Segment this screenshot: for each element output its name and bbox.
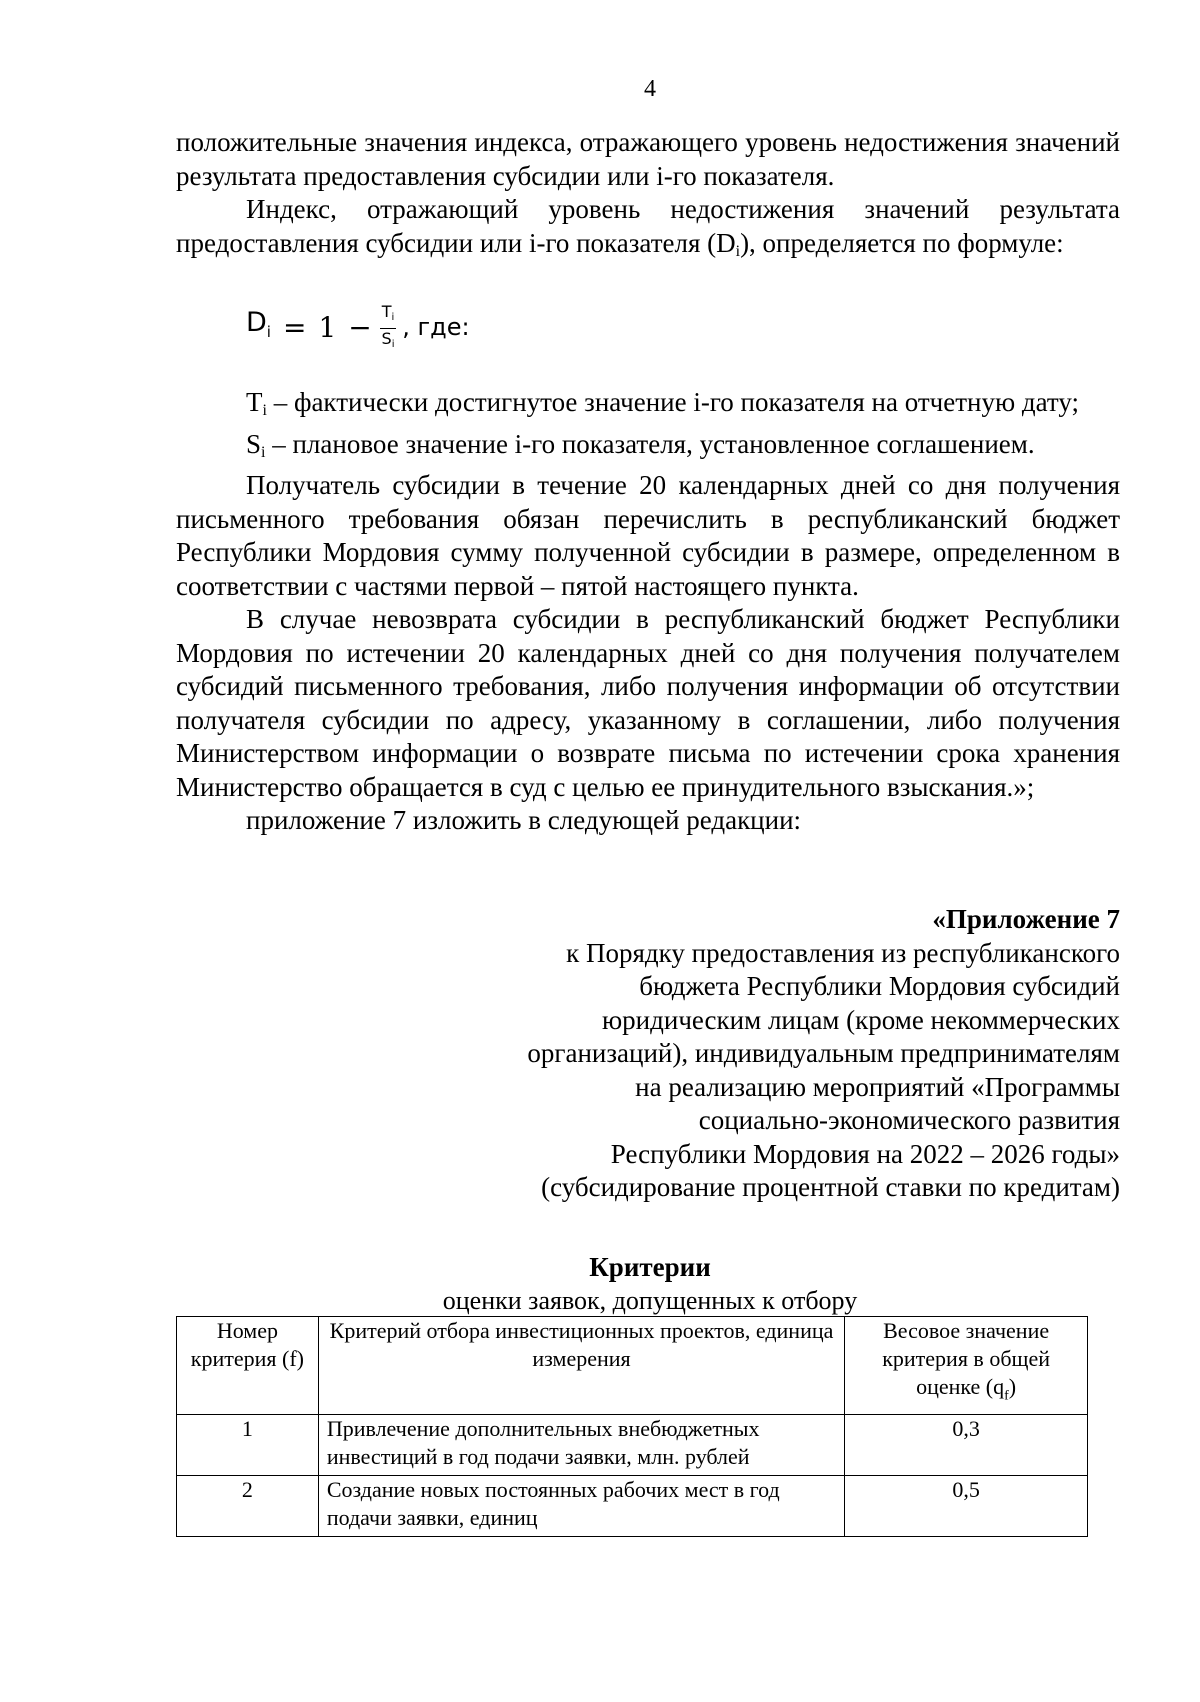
appendix-line: (субсидирование процентной ставки по кредитам) xyxy=(541,1172,1120,1202)
appendix-title: «Приложение 7 xyxy=(932,904,1120,934)
header-weight: Весовое значение критерия в общей оценке $(q_f)$ xyxy=(845,1317,1088,1415)
formula-minus: − xyxy=(348,311,372,345)
appendix-line: Республики Мордовия на 2022 – 2026 годы» xyxy=(610,1138,1120,1169)
formula-fraction xyxy=(380,302,397,355)
definition-t: Ti – фактически достигнутое значение i-го показателя на отчетную дату; xyxy=(246,387,1079,419)
appendix-line: организаций), индивидуальным предпринимателям xyxy=(527,1038,1120,1068)
formula-equals: = xyxy=(282,311,307,345)
appendix-line: к Порядку предоставления из республиканского xyxy=(566,937,1120,968)
table-row xyxy=(177,1415,1088,1476)
header-criterion: Критерий отбора инвестиционных проектов, единица измерения xyxy=(318,1317,844,1415)
formula-lhs: $D_i$ xyxy=(246,307,271,342)
row-number: 1 xyxy=(177,1415,319,1476)
criteria-subtitle: оценки заявок, допущенных к отбору xyxy=(442,1286,858,1315)
paragraph-recipient: Получатель субсидии в течение 20 календарных дней со дня получения письменного требования обязан перечислить в республиканский бюджет Республики Мордовия сумму полученной субсидии в размере, определенном в соответствии с частями первой – пятой настоящего пункта. xyxy=(176,470,1120,601)
index-definition-text: Индекс, отражающий уровень недостижения значений результата предоставления субсидии или i-го показателя (D xyxy=(176,194,1120,258)
table-row xyxy=(177,1476,1088,1537)
formula xyxy=(246,296,1120,360)
header-number: Номер критерия (f) xyxy=(177,1317,319,1415)
appendix-line: на реализацию мероприятий «Программы xyxy=(635,1071,1120,1102)
paragraph-appendix-intro: приложение 7 изложить в следующей редакции: xyxy=(246,805,802,835)
formula-where: , где: xyxy=(402,313,470,342)
definition-s: Si – плановое значение i-го показателя, установленное соглашением. xyxy=(246,428,1035,461)
appendix-header xyxy=(527,903,1120,1205)
criteria-title: Критерии xyxy=(589,1252,711,1282)
criteria-table xyxy=(176,1316,1088,1537)
formula-numerator: $T_i$ xyxy=(380,302,397,329)
document-body xyxy=(176,126,1120,838)
table-header-row xyxy=(177,1317,1088,1415)
paragraph-continuation: положительные значения индекса, отражающего уровень недостижения значений результата предоставления субсидии или i-го показателя. xyxy=(176,127,1120,191)
row-criterion: Привлечение дополнительных внебюджетных инвестиций в год подачи заявки, млн. рублей xyxy=(318,1415,844,1476)
paragraph-index-definition xyxy=(176,193,1120,268)
row-weight: 0,3 xyxy=(845,1415,1088,1476)
appendix-line: бюджета Республики Мордовия субсидий xyxy=(639,971,1120,1001)
appendix-line: юридическим лицам (кроме некоммерческих xyxy=(602,1004,1120,1035)
appendix-line: социально-экономического развития xyxy=(698,1105,1120,1135)
row-number: 2 xyxy=(177,1476,319,1537)
index-definition-subscript: i xyxy=(735,242,741,260)
formula-denominator: $S_i$ xyxy=(381,328,395,350)
row-weight: 0,5 xyxy=(845,1476,1088,1537)
formula-lhs-subscript: i xyxy=(266,323,271,342)
row-criterion: Создание новых постоянных рабочих мест в год подачи заявки, единиц xyxy=(318,1476,844,1537)
index-definition-end: ), определяется по формуле: xyxy=(740,227,1064,258)
page-number: 4 xyxy=(644,76,656,102)
paragraph-nonreturn: В случае невозврата субсидии в республиканский бюджет Республики Мордовия по истечении 20 календарных дней со дня получения получателем субсидий письменного требования, либо получения информации об отсутствии получателя субсидии по адресу, указанному в соглашении, либо получения Министерством информации о возврате письма по истечении срока хранения Министерство обращается в суд с целью ее принудительного взыскания.»; xyxy=(176,604,1120,802)
formula-one: 1 xyxy=(318,311,337,345)
